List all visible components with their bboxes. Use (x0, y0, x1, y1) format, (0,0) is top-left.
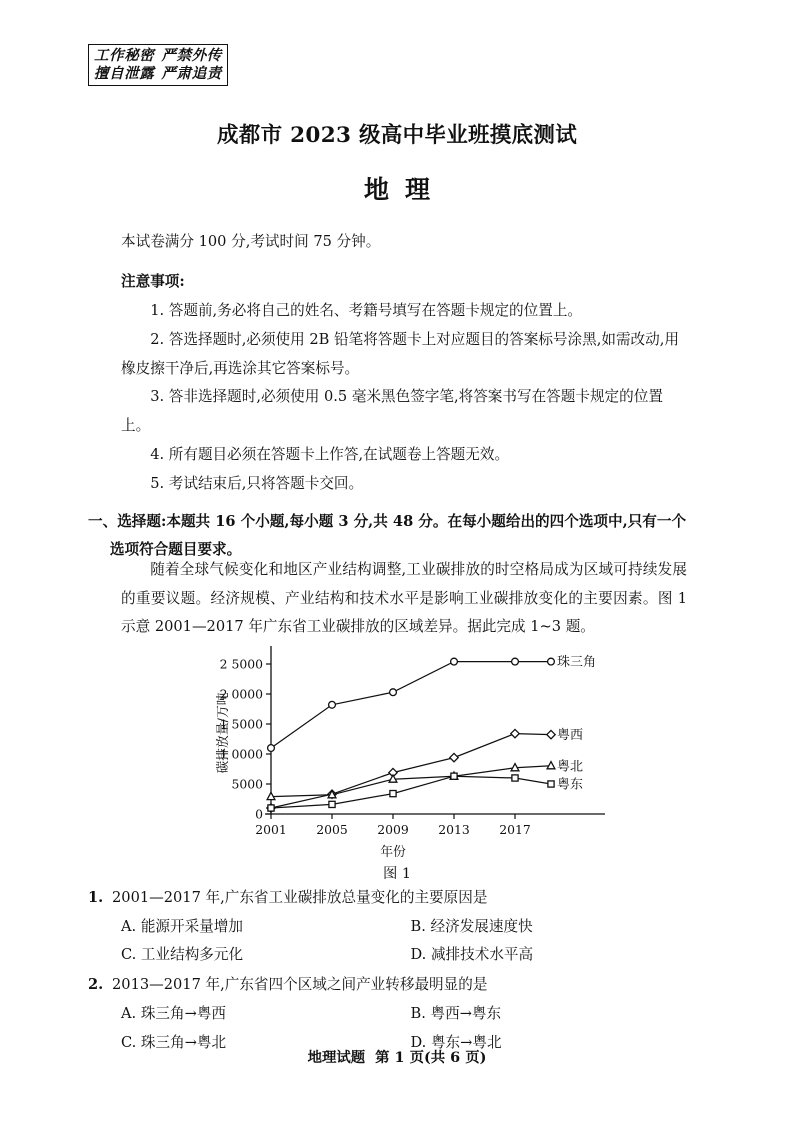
secrecy-line-1 (94, 47, 222, 65)
question-1-options-row-1 (88, 913, 700, 942)
series-粤北 (267, 759, 583, 799)
question-1 (88, 884, 700, 970)
question-2 (88, 971, 700, 1057)
x-tick-label: 2009 (377, 822, 409, 837)
question-1-option-c[interactable]: C. 工业结构多元化 (121, 946, 244, 964)
data-point-circle (548, 658, 555, 665)
data-point-square (548, 781, 554, 787)
data-point-triangle (547, 762, 555, 769)
question-1-stem (88, 884, 700, 913)
question-1-number: 1. (88, 889, 104, 906)
x-tick-label: 2017 (499, 822, 531, 837)
note-item-5: 5. 考试结束后,只将答题卡交回。 (150, 475, 364, 493)
question-1-option-a[interactable]: A. 能源开采量增加 (121, 917, 243, 935)
secrecy-line-2b: 严肃追责 (161, 64, 222, 82)
subject-title: 地理 (363, 175, 446, 204)
y-tick-label: 2 0000 (219, 686, 263, 702)
page-footer (0, 1046, 794, 1067)
legend-label-粤西: 粤西 (557, 728, 584, 744)
note-item-1: 1. 答题前,务必将自己的姓名、考籍号填写在答题卡规定的位置上。 (150, 301, 583, 319)
note-item-2: 2. 答选择题时,必须使用 2B 铅笔将答题卡上对应题目的答案标号涂黑,如需改动,用橡皮擦干净后,再选涂其它答案标号。 (121, 330, 679, 377)
secrecy-line-1a: 工作秘密 (94, 47, 155, 64)
data-point-circle (390, 689, 397, 696)
chart-svg (205, 644, 615, 869)
series-粤西 (267, 728, 583, 812)
secrecy-line-2a: 擅自泄露 (94, 64, 155, 82)
data-point-circle (451, 658, 458, 665)
data-point-square (390, 791, 396, 797)
secrecy-line-2 (94, 65, 222, 83)
data-point-circle (512, 658, 519, 665)
y-tick-label: 0 (255, 806, 263, 822)
question-2-option-c[interactable]: C. 珠三角→粤北 (121, 1033, 227, 1051)
secrecy-line-1b: 严禁外传 (161, 47, 222, 64)
data-point-square (451, 773, 457, 779)
y-tick-label: 5000 (231, 776, 263, 792)
footer-page-number: 第 1 页(共 6 页) (375, 1049, 487, 1066)
note-item-4: 4. 所有题目必须在答题卡上作答,在试题卷上答题无效。 (150, 446, 510, 464)
carbon-emission-line-chart (205, 644, 615, 869)
question-2-number: 2. (88, 976, 104, 994)
score-time-line: 本试卷满分 100 分,考试时间 75 分钟。 (121, 233, 381, 250)
question-2-option-d[interactable]: D. 粤东→粤北 (410, 1033, 502, 1051)
data-point-diamond (511, 729, 519, 737)
legend-leader-line (515, 734, 551, 735)
question-2-text: 2013—2017 年,广东省四个区域之间产业转移最明显的是 (112, 976, 488, 994)
question-1-options-row-2 (88, 941, 700, 970)
y-tick-label: 1 0000 (219, 746, 263, 762)
question-1-text: 2001—2017 年,广东省工业碳排放总量变化的主要原因是 (112, 889, 488, 906)
legend-label-粤北: 粤北 (557, 759, 584, 775)
footer-subject: 地理试题 (307, 1049, 366, 1066)
series-粤东 (268, 773, 583, 811)
passage-text: 随着全球气候变化和地区产业结构调整,工业碳排放的时空格局成为区域可持续发展的重要议题。经济规模、产业结构和技术水平是影响工业碳排放变化的主要因素。图 1 示意 2001—2017 年广东省工业碳排放的区域差异。据此完成 1~3 题。 (121, 561, 687, 636)
y-axis-label: 碳排放量/万吨 (216, 692, 231, 774)
legend-label-粤东: 粤东 (557, 777, 584, 793)
data-point-diamond (450, 753, 458, 761)
y-tick-label: 1 5000 (219, 716, 263, 732)
x-tick-label: 2013 (438, 822, 470, 837)
data-point-square (512, 775, 518, 781)
data-point-circle (329, 701, 336, 708)
section-heading-line-2: 选项符合题目要求。 (109, 541, 242, 559)
question-2-option-a[interactable]: A. 珠三角→粤西 (121, 1004, 227, 1022)
note-item-3: 3. 答非选择题时,必须使用 0.5 毫米黑色签字笔,将答案书写在答题卡规定的位置上。 (121, 388, 663, 435)
question-2-stem (88, 971, 700, 1000)
data-point-square (329, 801, 335, 807)
question-2-option-b[interactable]: B. 粤西→粤东 (410, 1004, 502, 1022)
data-point-square (268, 805, 274, 811)
x-tick-label: 2001 (255, 822, 287, 837)
x-axis-label: 年份 (380, 845, 406, 860)
question-1-option-d[interactable]: D. 减排技术水平高 (410, 946, 534, 964)
legend-leader-line (515, 766, 551, 768)
legend-leader-line (515, 778, 551, 784)
y-tick-label: 2 5000 (219, 656, 263, 672)
figure-caption: 图 1 (382, 866, 412, 882)
section-heading-line-1: 一、选择题:本题共 16 个小题,每小题 3 分,共 48 分。在每小题给出的四个选项中,只有一个 (88, 513, 687, 530)
question-1-option-b[interactable]: B. 经济发展速度快 (410, 917, 533, 935)
data-point-circle (268, 745, 275, 752)
notes-heading: 注意事项: (121, 272, 185, 290)
exam-info-block (121, 228, 687, 499)
question-list (88, 884, 700, 1058)
series-line (271, 662, 515, 748)
secrecy-stamp-box (88, 44, 228, 86)
x-tick-label: 2005 (316, 822, 348, 837)
series-珠三角 (268, 654, 596, 751)
data-point-diamond (547, 730, 555, 738)
question-2-options-row-1 (88, 1000, 700, 1029)
legend-label-珠三角: 珠三角 (557, 655, 597, 671)
page-title: 成都市 2023 级高中毕业班摸底测试 (216, 123, 577, 148)
